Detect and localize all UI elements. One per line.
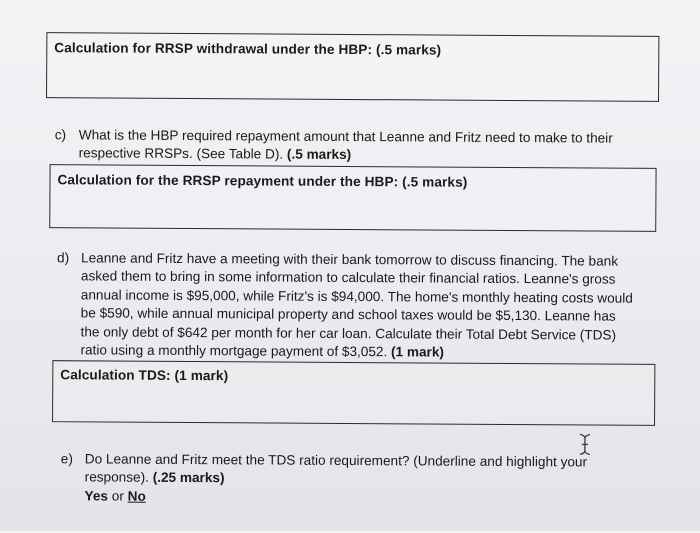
question-c-line2: respective RRSPs. (See Table D).	[78, 145, 284, 162]
answer-no[interactable]: No	[127, 488, 146, 504]
rrsp-repayment-calc-title: Calculation for the RRSP repayment under the HBP: (.5 marks)	[57, 172, 468, 190]
question-d	[56, 249, 633, 363]
question-e	[61, 450, 588, 508]
answer-or: or	[111, 488, 124, 504]
rrsp-repayment-calc-box[interactable]	[49, 164, 656, 232]
question-d-line2: asked them to bring in some information to calculate their financial ratios. Leanne's gross	[80, 268, 616, 288]
question-c-label: c)	[54, 127, 67, 143]
text-cursor-icon	[579, 433, 591, 459]
answer-yes[interactable]: Yes	[84, 488, 109, 504]
question-d-line4: be $590, while annual municipal property and school taxes would be $5,130. Leanne has	[80, 305, 616, 324]
tds-calc-box[interactable]	[52, 360, 655, 426]
question-d-last-line: ratio using a monthly mortgage payment of $3,052.	[80, 342, 388, 360]
question-d-marks: (1 mark)	[391, 344, 444, 360]
rrsp-withdrawal-calc-title: Calculation for RRSP withdrawal under the HBP: (.5 marks)	[54, 40, 442, 58]
question-c-marks: (.5 marks)	[286, 147, 352, 163]
tds-calc-title: Calculation TDS: (1 mark)	[60, 367, 229, 384]
question-d-label: d)	[56, 250, 70, 266]
rrsp-withdrawal-calc-box[interactable]	[46, 32, 659, 102]
question-d-line3: annual income is $95,000, while Fritz's is $94,000. The home's monthly heating costs would	[80, 287, 633, 306]
question-e-marks: (.25 marks)	[152, 470, 225, 486]
question-d-line1: Leanne and Fritz have a meeting with their bank tomorrow to discuss financing. The bank	[80, 250, 619, 269]
question-e-line2: response).	[84, 469, 149, 486]
question-e-line1: Do Leanne and Fritz meet the TDS ratio requirement? (Underline and highlight your	[84, 451, 588, 470]
question-d-line5: the only debt of $642 per month for her car loan. Calculate their Total Debt Service (TDS)	[80, 323, 617, 343]
question-c-line1: What is the HBP required repayment amount that Leanne and Fritz need to make to their	[78, 127, 613, 146]
question-e-label: e)	[60, 451, 73, 467]
question-c	[55, 126, 613, 166]
